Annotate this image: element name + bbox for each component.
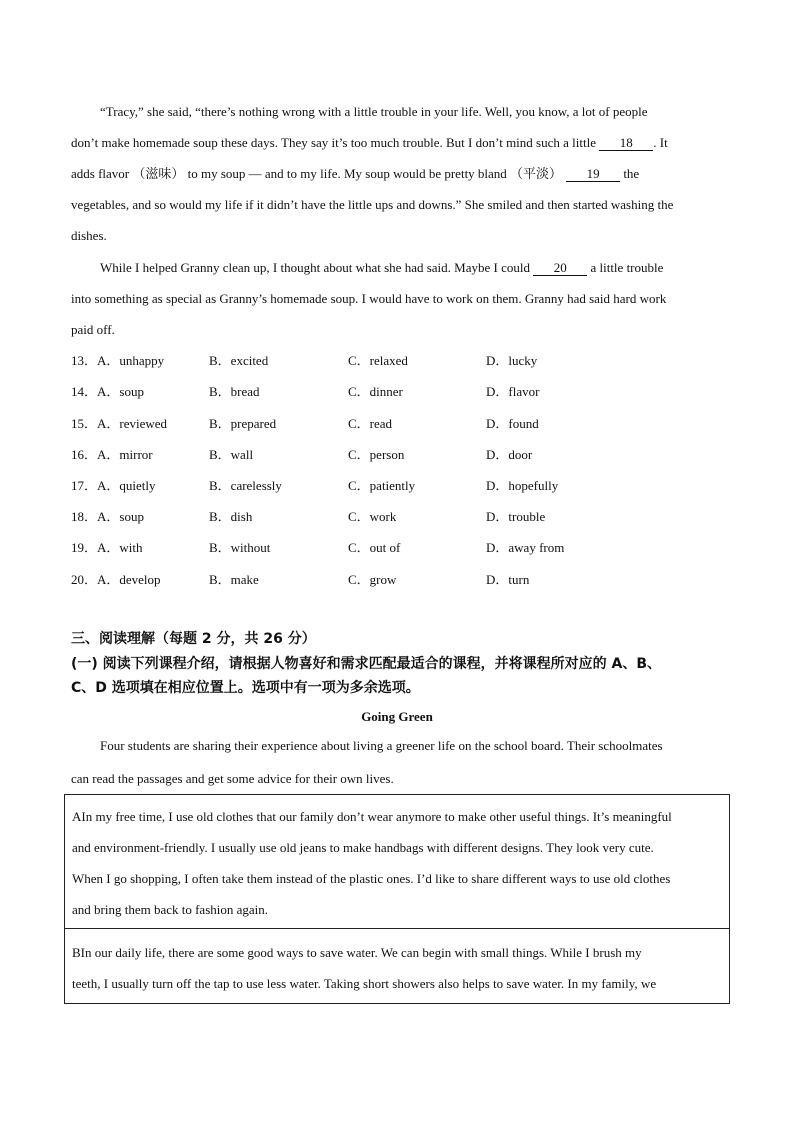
passage-text: adds flavor （滋味） to my soup — and to my life. My soup would be pretty bland （平淡）: [71, 166, 563, 181]
option-a[interactable]: 15．A．reviewed: [71, 416, 168, 431]
option-a[interactable]: 14．A．soup: [71, 384, 144, 399]
question-19: [71, 540, 731, 556]
option-a[interactable]: 19．A．with: [71, 540, 143, 555]
option-b[interactable]: B．excited: [209, 353, 269, 368]
intro-line: Four students are sharing their experience about living a greener life on the school board. Their schoolmates: [100, 738, 663, 753]
option-b[interactable]: B．bread: [209, 384, 260, 399]
passage-title: Going Green: [361, 709, 433, 724]
intro-line: can read the passages and get some advice for their own lives.: [71, 771, 394, 786]
option-a[interactable]: 17．A．quietly: [71, 478, 156, 493]
passage-line: vegetables, and so would my life if it didn’t have the little ups and downs.” She smiled and then started washing the: [71, 197, 674, 212]
passage-text: the: [620, 166, 640, 181]
option-c[interactable]: C．relaxed: [348, 353, 408, 368]
passage-text: don’t make homemade soup these days. They say it’s too much trouble. But I don’t mind such a little: [71, 135, 600, 150]
option-d[interactable]: D．flavor: [486, 384, 540, 399]
passage-text: While I helped Granny clean up, I thought about what she had said. Maybe I could: [100, 260, 534, 275]
option-d[interactable]: D．turn: [486, 572, 530, 587]
course-a-box: [64, 794, 730, 929]
course-a-line: and environment-friendly. I usually use old jeans to make handbags with different designs. They look very cute.: [72, 840, 654, 855]
question-15: [71, 416, 731, 432]
question-18: [71, 509, 731, 525]
option-a[interactable]: 13．A．unhappy: [71, 353, 165, 368]
option-a[interactable]: 16．A．mirror: [71, 447, 153, 462]
option-d[interactable]: D．away from: [486, 540, 565, 555]
option-c[interactable]: C．work: [348, 509, 397, 524]
blank-19: 19: [566, 167, 620, 182]
passage-line: [71, 166, 639, 182]
option-d[interactable]: D．door: [486, 447, 533, 462]
question-20: [71, 572, 731, 588]
passage-line: [71, 135, 668, 151]
question-17: [71, 478, 731, 494]
course-a-line: When I go shopping, I often take them instead of the plastic ones. I’d like to share different ways to use old clothes: [72, 871, 671, 886]
passage-line: “Tracy,” she said, “there’s nothing wrong with a little trouble in your life. Well, you know, a lot of people: [100, 104, 648, 119]
passage-line: paid off.: [71, 322, 115, 337]
option-b[interactable]: B．without: [209, 540, 271, 555]
option-b[interactable]: B．wall: [209, 447, 254, 462]
section-heading: 三、阅读理解（每题 2 分，共 26 分）: [71, 631, 316, 647]
passage-line: dishes.: [71, 228, 107, 243]
course-b-line: BIn our daily life, there are some good ways to save water. We can begin with small things. While I brush my: [72, 945, 642, 960]
option-b[interactable]: B．prepared: [209, 416, 277, 431]
section-instructions: C、D 选项填在相应位置上。选项中有一项为多余选项。: [71, 680, 420, 696]
option-d[interactable]: D．lucky: [486, 353, 538, 368]
option-c[interactable]: C．grow: [348, 572, 397, 587]
option-c[interactable]: C．dinner: [348, 384, 403, 399]
question-14: [71, 384, 731, 400]
blank-18: 18: [599, 136, 653, 151]
passage-text: . It: [653, 135, 668, 150]
passage-text: a little trouble: [587, 260, 664, 275]
option-d[interactable]: D．found: [486, 416, 539, 431]
option-b[interactable]: B．carelessly: [209, 478, 282, 493]
option-a[interactable]: 18．A．soup: [71, 509, 144, 524]
passage-line: [100, 260, 663, 276]
question-13: [71, 353, 731, 369]
option-c[interactable]: C．out of: [348, 540, 401, 555]
option-d[interactable]: D．trouble: [486, 509, 546, 524]
passage-line: into something as special as Granny’s homemade soup. I would have to work on them. Granny had said hard work: [71, 291, 667, 306]
option-a[interactable]: 20．A．develop: [71, 572, 161, 587]
option-b[interactable]: B．dish: [209, 509, 253, 524]
option-c[interactable]: C．read: [348, 416, 393, 431]
option-b[interactable]: B．make: [209, 572, 259, 587]
blank-20: 20: [533, 261, 587, 276]
course-a-line: AIn my free time, I use old clothes that our family don’t wear anymore to make other useful things. It’s meaningful: [72, 809, 672, 824]
question-16: [71, 447, 731, 463]
option-d[interactable]: D．hopefully: [486, 478, 559, 493]
course-b-box: [64, 928, 730, 1004]
course-b-line: teeth, I usually turn off the tap to use less water. Taking short showers also helps to save water. In my family, we: [72, 976, 657, 991]
section-instructions: (一) 阅读下列课程介绍，请根据人物喜好和需求匹配最适合的课程，并将课程所对应的 A、B、: [71, 656, 662, 672]
option-c[interactable]: C．person: [348, 447, 405, 462]
course-a-line: and bring them back to fashion again.: [72, 902, 269, 917]
option-c[interactable]: C．patiently: [348, 478, 416, 493]
